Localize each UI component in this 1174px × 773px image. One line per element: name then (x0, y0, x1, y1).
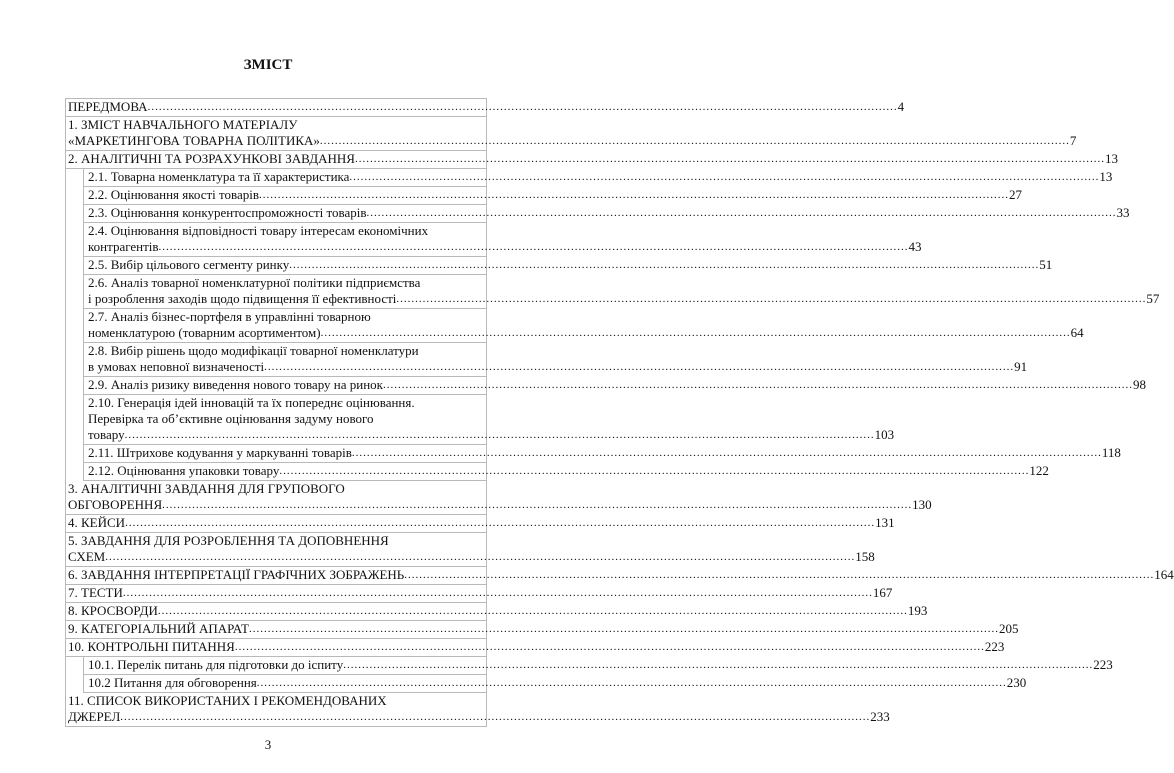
toc-entry-text: 2.11. Штрихове кодування у маркуванні товарів (88, 445, 352, 460)
toc-entry-line (68, 99, 905, 115)
toc-entry-line (88, 427, 895, 443)
toc-page-number: 223 (1093, 657, 1113, 672)
toc-page-number: 27 (1009, 187, 1023, 202)
dot-leader: ........................................................................................................................................................................................................ (147, 101, 898, 113)
toc-entry (66, 621, 1019, 639)
toc-subentry (83, 205, 1130, 223)
toc-entry-text: 4. КЕЙСИ (68, 515, 126, 530)
toc-entry-text: ПЕРЕДМОВА (68, 99, 148, 114)
toc-entry-text: 5. ЗАВДАННЯ ДЛЯ РОЗРОБЛЕННЯ ТА ДОПОВНЕННЯ (68, 533, 389, 548)
toc-entry (66, 515, 895, 533)
toc-page-number: 158 (855, 549, 875, 564)
toc-page-number: 33 (1116, 205, 1130, 220)
toc-entry-line (88, 463, 1049, 479)
toc-entry-line (68, 603, 928, 619)
toc-entry-text: 9. КАТЕГОРІАЛЬНИЙ АПАРАТ (68, 621, 249, 636)
dot-leader: ........................................................................................................................................................................................................ (279, 465, 1030, 477)
dot-leader: ........................................................................................................................................................................................................ (289, 259, 1040, 271)
toc-subentry (83, 169, 1113, 187)
toc-entry (66, 585, 893, 603)
dot-leader: ........................................................................................................................................................................................................ (264, 361, 1015, 373)
toc-entry-line (88, 169, 1113, 185)
toc-entry-line (88, 325, 1084, 341)
toc-entry-line (68, 709, 890, 725)
toc-page-number: 4 (897, 99, 905, 114)
toc-entry-text: 6. ЗАВДАННЯ ІНТЕРПРЕТАЦІЇ ГРАФІЧНИХ ЗОБРАЖЕНЬ (68, 567, 405, 582)
toc-subentry (83, 257, 1053, 275)
toc-entry-line (88, 239, 922, 255)
toc-entry-line (68, 567, 1174, 583)
toc-subentry (83, 675, 1027, 693)
toc-subentry (83, 223, 922, 257)
toc-entry-text: 2.6. Аналіз товарної номенклатурної політики підприємства (88, 275, 421, 290)
toc-entry-line (88, 257, 1053, 273)
dot-leader: ........................................................................................................................................................................................................ (351, 447, 1102, 459)
toc-page-number: 122 (1029, 463, 1049, 478)
toc-page-number: 43 (908, 239, 922, 254)
toc-entry-line (88, 291, 1160, 307)
toc-entry (66, 693, 890, 726)
dot-leader: ........................................................................................................................................................................................................ (157, 605, 908, 617)
toc-entry (66, 603, 928, 621)
toc-entry-text: «МАРКЕТИНГОВА ТОВАРНА ПОЛІТИКА» (68, 133, 320, 148)
toc-page-number: 193 (907, 603, 928, 618)
toc-entry (66, 533, 875, 567)
toc-entry-line (88, 675, 1027, 691)
toc-entry-text: 2.5. Вибір цільового сегменту ринку (88, 257, 290, 272)
toc-entry-text: 2.1. Товарна номенклатура та її характеристика (88, 169, 350, 184)
toc-page-number: 57 (1146, 291, 1160, 306)
page-number: 3 (264, 737, 272, 752)
toc-entry-line (68, 639, 1005, 655)
toc-entry-text: ДЖЕРЕЛ (68, 709, 121, 724)
toc-entry-text: Перевірка та об’єктивне оцінювання задуму нового (88, 411, 374, 426)
toc-page-number: 118 (1101, 445, 1121, 460)
toc-entry (66, 639, 1005, 657)
toc-entry-text: 2.10. Генерація ідей інновацій та їх попереднє оцінювання. (88, 395, 415, 410)
toc-subentry (83, 445, 1121, 463)
toc-page-number: 131 (875, 515, 895, 530)
toc-entry-text: 10.1. Перелік питань для підготовки до іспиту (88, 657, 344, 672)
toc-entry-line (68, 549, 875, 565)
dot-leader: ........................................................................................................................................................................................................ (366, 207, 1117, 219)
dot-leader: ........................................................................................................................................................................................................ (343, 659, 1094, 671)
dot-leader: ........................................................................................................................................................................................................ (158, 241, 909, 253)
dot-leader: ........................................................................................................................................................................................................ (320, 327, 1071, 339)
toc-entry-line (68, 151, 1118, 167)
toc-entry-line (68, 515, 895, 531)
toc-entry-text: СХЕМ (68, 549, 106, 564)
toc-entry (66, 567, 1174, 585)
toc-page-number: 13 (1099, 169, 1113, 184)
toc-page-number: 51 (1039, 257, 1053, 272)
toc-page-number: 13 (1104, 151, 1118, 166)
toc-entry (66, 481, 932, 515)
toc-page-number: 205 (998, 621, 1019, 636)
toc-page-number: 164 (1154, 567, 1174, 582)
toc-subentry (83, 343, 1028, 377)
dot-leader: ........................................................................................................................................................................................................ (354, 153, 1105, 165)
toc-entry-line (88, 657, 1113, 673)
toc-page-number: 167 (872, 585, 893, 600)
dot-leader: ........................................................................................................................................................................................................ (404, 569, 1155, 581)
dot-leader: ........................................................................................................................................................................................................ (382, 379, 1133, 391)
toc-page-number: 64 (1070, 325, 1084, 340)
dot-leader: ........................................................................................................................................................................................................ (122, 587, 873, 599)
toc-page-number: 7 (1069, 133, 1077, 148)
dot-leader: ........................................................................................................................................................................................................ (125, 517, 876, 529)
toc-entry (66, 151, 1118, 169)
toc-entry-line (88, 445, 1121, 461)
toc-entry-text: контрагентів (88, 239, 159, 254)
dot-leader: ........................................................................................................................................................................................................ (256, 677, 1007, 689)
table-of-contents (65, 98, 1174, 727)
dot-leader: ........................................................................................................................................................................................................ (120, 711, 871, 723)
dot-leader: ........................................................................................................................................................................................................ (248, 623, 999, 635)
page-title: ЗМІСТ (243, 57, 293, 73)
toc-entry-line (88, 205, 1130, 221)
toc-page-number: 91 (1014, 359, 1028, 374)
toc-entry-text: в умовах неповної визначеності (88, 359, 265, 374)
toc-entry-text: 1. ЗМІСТ НАВЧАЛЬНОГО МАТЕРІАЛУ (68, 117, 298, 132)
toc-subentry (83, 463, 1049, 481)
toc-entry-text: 8. КРОСВОРДИ (68, 603, 158, 618)
dot-leader: ........................................................................................................................................................................................................ (234, 641, 985, 653)
dot-leader: ........................................................................................................................................................................................................ (396, 293, 1147, 305)
toc-entry (66, 117, 1077, 151)
toc-entry-line (68, 497, 932, 513)
dot-leader: ........................................................................................................................................................................................................ (319, 135, 1070, 147)
toc-entry-line (88, 359, 1028, 375)
dot-leader: ........................................................................................................................................................................................................ (105, 551, 856, 563)
toc-entry-text: 2.3. Оцінювання конкурентоспроможності товарів (88, 205, 367, 220)
toc-page-number: 130 (912, 497, 932, 512)
toc-entry-line (88, 377, 1146, 393)
toc-page-number: 233 (870, 709, 890, 724)
toc-entry-text: 10.2 Питання для обговорення (88, 675, 257, 690)
toc-entry-text: товару (88, 427, 125, 442)
toc-page-number: 98 (1132, 377, 1146, 392)
toc-entry-text: 2.2. Оцінювання якості товарів (88, 187, 260, 202)
toc-page-number: 223 (984, 639, 1005, 654)
toc-subentry (83, 187, 1023, 205)
toc-entry-line (68, 621, 1019, 637)
toc-entry-line (88, 187, 1023, 203)
toc-subentry (83, 377, 1146, 395)
toc-entry-text: 2.9. Аналіз ризику виведення нового товару на ринок (88, 377, 383, 392)
toc-entry-text: 2.4. Оцінювання відповідності товару інтересам економічних (88, 223, 429, 238)
toc-page-number: 230 (1006, 675, 1027, 690)
toc-entry-text: 3. АНАЛІТИЧНІ ЗАВДАННЯ ДЛЯ ГРУПОВОГО (68, 481, 345, 496)
toc-subentry (83, 657, 1113, 675)
toc-entry-text: 10. КОНТРОЛЬНІ ПИТАННЯ (68, 639, 235, 654)
toc-entry-text: 2. АНАЛІТИЧНІ ТА РОЗРАХУНКОВІ ЗАВДАННЯ (68, 151, 355, 166)
toc-entry-text: 2.12. Оцінювання упаковки товару (88, 463, 280, 478)
dot-leader: ........................................................................................................................................................................................................ (349, 171, 1100, 183)
toc-entry-text: номенклатурою (товарним асортиментом) (88, 325, 321, 340)
dot-leader: ........................................................................................................................................................................................................ (124, 429, 875, 441)
toc-entry-line (68, 133, 1077, 149)
toc-page-number: 103 (874, 427, 895, 442)
toc-entry (66, 99, 905, 117)
toc-entry-line (68, 585, 893, 601)
toc-entry-text: 7. ТЕСТИ (68, 585, 123, 600)
toc-entry-text: ОБГОВОРЕННЯ (68, 497, 163, 512)
toc-entry-text: 11. СПИСОК ВИКОРИСТАНИХ І РЕКОМЕНДОВАНИХ (68, 693, 387, 708)
toc-subentry (83, 309, 1084, 343)
toc-subentry (83, 275, 1160, 309)
dot-leader: ........................................................................................................................................................................................................ (259, 189, 1010, 201)
dot-leader: ........................................................................................................................................................................................................ (162, 499, 913, 511)
toc-entry-text: і розроблення заходів щодо підвищення її ефективності (88, 291, 397, 306)
toc-entry-text: 2.8. Вибір рішень щодо модифікації товарної номенклатури (88, 343, 419, 358)
toc-entry-text: 2.7. Аналіз бізнес-портфеля в управлінні товарною (88, 309, 371, 324)
toc-subentry (83, 395, 895, 445)
